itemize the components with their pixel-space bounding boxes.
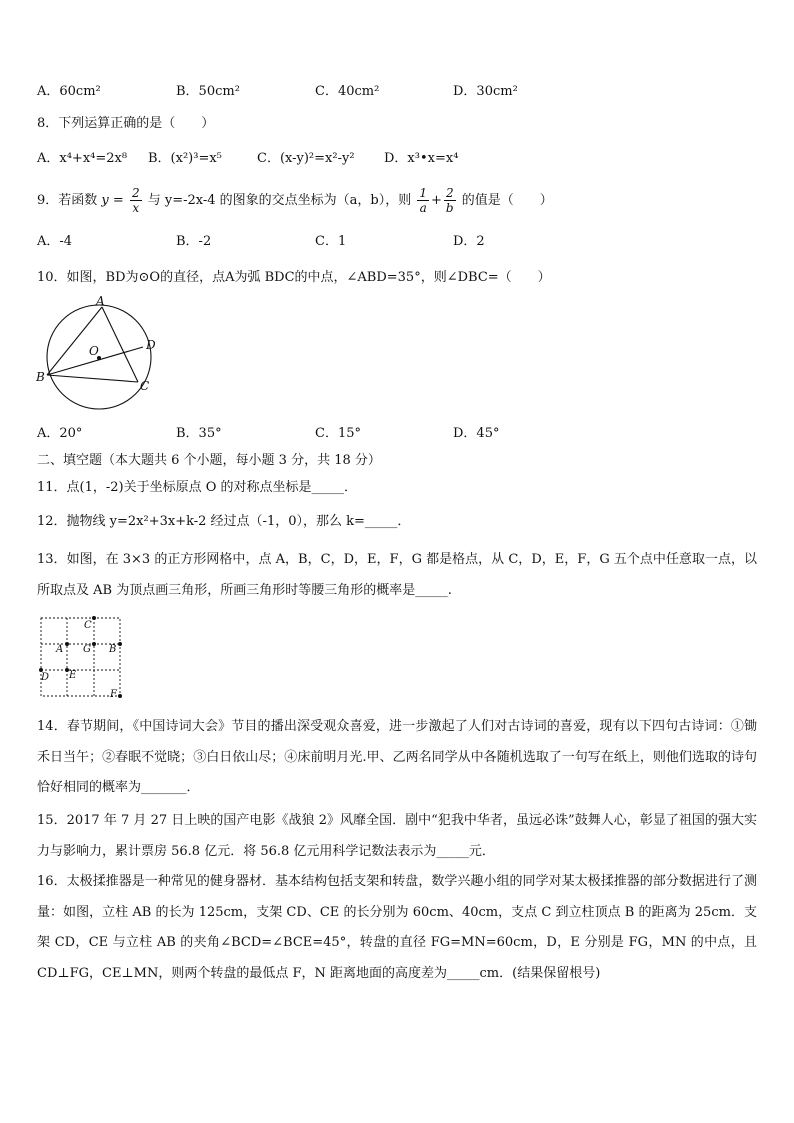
q9-mid: 与 y=-2x-4 的图象的交点坐标为（a，b），则 [147, 193, 412, 208]
q14-text-content: 14．春节期间，《中国诗词大会》节目的播出深受观众喜爱，进一步激起了人们对古诗词的喜爱，现有以下四句古诗词：①锄禾日当午；②春眠不觉晓；③白日依山尽；④床前明月光.甲、乙两名同学从中各随机选取了一句写在纸上，则他们选取的诗句恰好相同的概率为_______． [37, 719, 757, 795]
q7-option-d: D．30cm² [453, 84, 518, 99]
q10-option-d: D．45° [453, 426, 500, 441]
q9-option-c: C．1 [315, 234, 347, 249]
q10-option-a: A．20° [37, 426, 83, 441]
q11: 11．点(1，-2)关于坐标原点 O 的对称点坐标是_____． [37, 480, 358, 495]
label-a: A [96, 294, 105, 308]
point-g [92, 642, 96, 646]
q9-frac1-numerator: 2 [131, 186, 140, 200]
grid-label-b: B [109, 644, 117, 655]
q9-option-d: D．2 [453, 234, 485, 249]
segment-bc [47, 375, 138, 382]
q9-suffix: 的值是（ ） [461, 193, 553, 208]
q16-text [37, 867, 757, 989]
q14-text [37, 712, 757, 804]
grid-label-a: A [56, 644, 64, 655]
q10-option-c: C．15° [315, 426, 361, 441]
q9-y-eq: y = [101, 193, 124, 208]
segment-ab [47, 307, 102, 375]
q9-frac2-denominator: a [419, 201, 427, 215]
label-o: O [89, 344, 99, 358]
q8-option-c: C．(x-y)²=x²-y² [257, 151, 355, 166]
q15-text [37, 806, 757, 867]
q15-text-content: 15．2017 年 7 月 27 日上映的国产电影《战狼 2》风靡全国．剧中“犯我中华者，虽远必诛”鼓舞人心，彰显了祖国的强大实力与影响力，累计票房 56.8 亿元．将 56.8 亿元用科学记数法表示为_____元． [37, 813, 757, 859]
grid-label-d: D [41, 672, 50, 683]
q7-option-c: C．40cm² [315, 84, 380, 99]
q9-fraction-2-over-x [130, 186, 142, 215]
q13-text [37, 545, 757, 606]
q9-fraction-2-over-b [444, 186, 456, 215]
grid-label-f: F [110, 689, 117, 700]
grid-label-c: C [84, 620, 92, 631]
q16-text-content: 16．太极揉推器是一种常见的健身器材．基本结构包括支架和转盘，数学兴趣小组的同学对某太极揉推器的部分数据进行了测量：如图，立柱 AB 的长为 125cm，支架 CD、CE 的长分别为 60cm、40cm，支点 C 到立柱顶点 B 的距离为 25cm．支架 CD，CE 与立柱 AB 的夹角∠BCD=∠BCE=45°，转盘的直径 FG=MN=60cm，D，E 分别是 FG，MN 的中点，且 CD⊥FG，CE⊥MN，则两个转盘的最低点 F，N 距离地面的高度差为_____cm．(结果保留根号) [37, 874, 757, 981]
q9-stem [37, 186, 553, 216]
grid-label-g: G [83, 644, 91, 655]
point-c [92, 616, 96, 620]
point-b [118, 642, 122, 646]
q10-circle-figure [30, 292, 170, 420]
q9-prefix: 9．若函数 [37, 193, 98, 208]
grid-border [41, 618, 120, 696]
point-f [118, 694, 122, 698]
section2-title: 二、填空题（本大题共 6 个小题，每小题 3 分，共 18 分） [37, 453, 381, 468]
q9-frac3-numerator: 2 [444, 186, 456, 201]
grid-label-e: E [69, 670, 77, 681]
q7-option-b: B．50cm² [176, 84, 240, 99]
q9-frac1-denominator: x [132, 201, 140, 215]
q8-option-d: D．x³•x=x⁴ [384, 151, 459, 166]
q8-stem: 8．下列运算正确的是（ ） [37, 116, 215, 131]
q9-frac3-denominator: b [445, 201, 454, 215]
q9-plus: + [431, 193, 442, 208]
point-a [65, 642, 69, 646]
q10-stem: 10．如图，BD为⊙O的直径，点A为弧 BDC的中点，∠ABD=35°，则∠DBC=（ ） [37, 270, 551, 285]
q9-fraction-1-over-a [417, 186, 429, 215]
q7-option-a: A．60cm² [37, 84, 101, 99]
q8-option-a: A．x⁴+x⁴=2x⁸ [37, 151, 128, 166]
q8-option-b: B．(x²)³=x⁵ [148, 151, 222, 166]
label-b: B [36, 370, 45, 384]
segment-ac [102, 307, 138, 382]
q13-grid-figure [30, 610, 130, 702]
q9-option-a: A．-4 [37, 234, 73, 249]
q10-option-b: B．35° [176, 426, 222, 441]
q13-text-content: 13．如图，在 3×3 的正方形网格中，点 A，B，C，D，E，F，G 都是格点，从 C，D，E，F，G 五个点中任意取一点，以所取点及 AB 为顶点画三角形，所画三角形时等腰三角形的概率是_____. [37, 552, 757, 598]
q9-option-b: B．-2 [176, 234, 212, 249]
q12: 12．抛物线 y=2x²+3x+k-2 经过点（-1，0），那么 k=_____． [37, 514, 411, 529]
q9-frac2-numerator: 1 [419, 186, 428, 200]
label-d: D [146, 338, 156, 352]
label-c: C [140, 379, 150, 393]
